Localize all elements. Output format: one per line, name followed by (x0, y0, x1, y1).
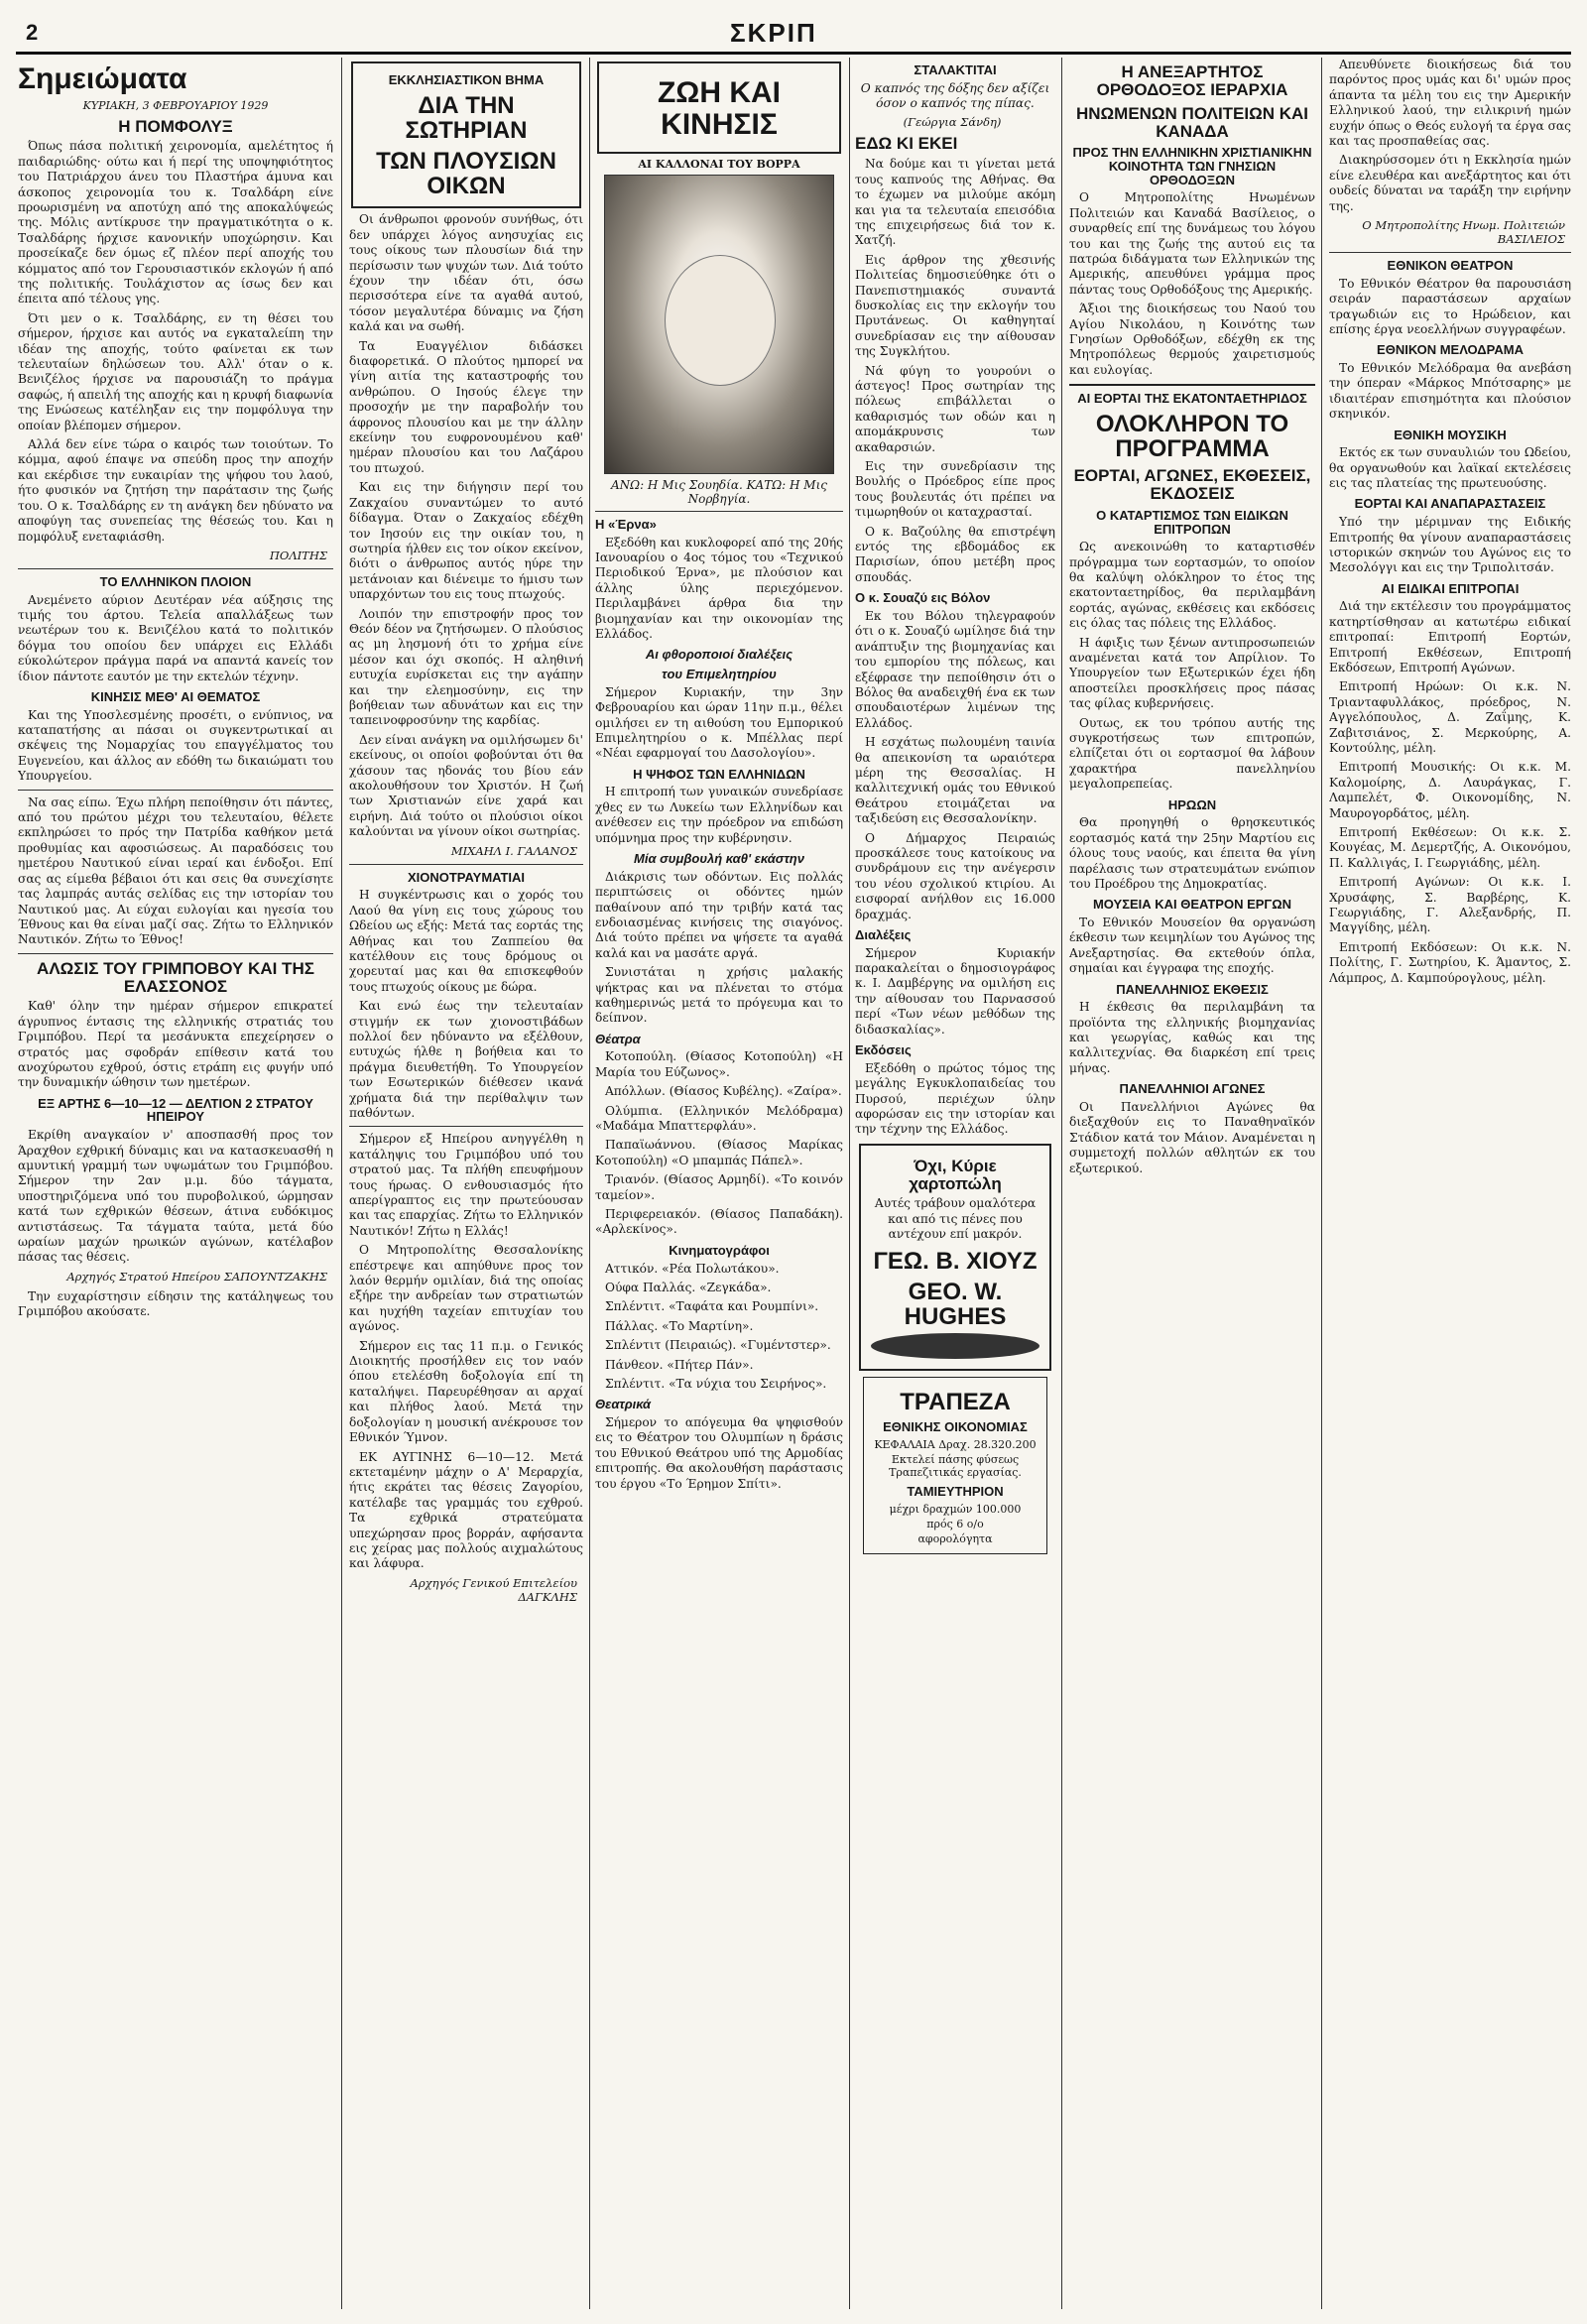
column-6 (1329, 58, 1571, 2309)
paragraph: Διάκρισις των οδόντων. Εις πολλάς περιπτώσεις οι οδόντες ημών παθαίνουν από την τριβήν κατά τας ενδοιασμένας κινήσεις της σιαγόνος. Διά τούτο πρέπει να ψήσετε τα αγαθά καλά και να μασάτε αργά. (595, 869, 843, 960)
bank-subtitle: ΕΘΝΙΚΗΣ ΟΙΚΟΝΟΜΙΑΣ (883, 1419, 1028, 1435)
article-title: ΔΙΑ ΤΗΝ ΣΩΤΗΡΙΑΝ (405, 91, 528, 144)
column-rule (1321, 58, 1322, 2309)
paragraph: Και της Υποσλεσμένης προσέτι, ο ενύπνιος, να καταπατήσης αι πάσαι οι συγκεντρωτικαί αι σκέψεις της Νομαρχίας του επαγγέλματος του Ευγενείου, και άλλος αν εδόθη τω δικαιώματι του Υπουργείου. (18, 707, 333, 784)
paragraph: Σήμερον εις τας 11 π.μ. ο Γενικός Διοικητής προσήλθεν εις τον ναόν όπου ετελέσθη δοξολογία επί τη καταλήψει. Παρευρέθησαν αι αρχαί και πλήθος λαού. Μετά την δοξολογίαν η μουσική ανέκρουσε τον Εθνικόν Ύμνον. (349, 1338, 583, 1445)
paragraph: Καθ' όλην την ημέραν σήμερον επικρατεί άγρυπνος έντασις της ελληνικής στρατιάς του Γριμπόβου. Περί τα μεσάνυκτα επεχείρησεν ο στρατός μας σφοδράν επίθεσιν κατά του ανοχύρωτου εχθρού, όστις ετράπη εις φυγήν υπό την δυναμικήν ώθησιν των ημετέρων. (18, 999, 333, 1090)
paragraph: Επιτροπή Εκθέσεων: Οι κ.κ. Σ. Κουγέας, Μ. Δεμερτζής, Α. Οικονόμου, Π. Καλλιγάς, Ι. Γεωργιάδης, μέλη. (1329, 825, 1571, 870)
paragraph: Εκρίθη αναγκαίον ν' αποσπασθή προς τον Άραχθον εχθρική δύναμις και να κατασκευασθή η αμυντική γραμμή των υψωμάτων του Γριμπόβου. Σήμερον την 2αν μ.μ. δύο τάγματα, υποστηριζόμενα υπό του πυροβολικού, ώρμησαν κατά των εχθρικών θέσεων, άτινα ευδόκιμος αντιστάσεως. Τα τάγματα ταύτα, μετά δύο ωραίων μαχών ηρωικών αγώνων, κατέλαβον πάσας τας θέσεις. (18, 1128, 333, 1265)
article-title: Θεατρικά (595, 1397, 652, 1412)
list-item: Ολύμπια. (Ελληνικόν Μελόδραμα) «Μαδάμα Μπαττερφλάυ». (595, 1103, 843, 1134)
signature: Ο Μητροπολίτης Ηνωμ. Πολιτειών ΒΑΣΙΛΕΙΟΣ (1362, 218, 1565, 247)
bank-capital: ΚΕΦΑΛΑΙΑ Δραχ. 28.320.200 (874, 1438, 1037, 1452)
bank-name: ΤΡΑΠΕΖΑ (900, 1389, 1011, 1416)
paragraph: Όπως πάσα πολιτική χειρονομία, αμελέτητος ή παιδαριώδης· ούτω και ή περί της υποψηφιότητος του Πατριάρχου άνευ του Πλαστήρα άμυνα και άσκοπος χειρονομία του κ. Τσαλδάρη είνε προωρισμένη να αποτύχη από της αποκαλύψεώς της. Μόλις αντίκρυσε την πραγματικότητα ο κ. Τσαλδάρης ήρχισε κανονικήν υποχώρησιν. Και προσείκαζε δεν όμως εζ πλέον περί αποχής του κόμματος από τον Γερουσιαστικόν εκλογών ή από της πολιτικής. Τουλάχιστον ας ίσως δεν και έπειτα από τέλους γης. (18, 139, 333, 306)
paragraph: Σήμερον εξ Ηπείρου ανηγγέλθη η κατάληψις του Γριμπόβου υπό του στρατού μας. Τα πλήθη επευφήμουν τους ήρωας. Ο ενθουσιασμός ήτο απερίγραπτος εις την πρωτεύουσαν και τας επαρχίας. Ζήτω το Ελληνικόν Ναυτικόν! Ζήτω η Ελλάς! (349, 1132, 583, 1238)
paragraph: Επιτροπή Μουσικής: Οι κ.κ. Μ. Καλομοίρης, Δ. Λαυράγκας, Γ. Λαμπελέτ, Φ. Οικονομίδης, Ν. Μαυρογορδάτος, μέλη. (1329, 760, 1571, 820)
page-number: 2 (26, 20, 39, 45)
column-4 (855, 58, 1055, 2309)
article-title: ΧΙΟΝΟΤΡΑΥΜΑΤΙΑΙ (407, 869, 526, 885)
section-title: Σημειώματα (18, 62, 187, 95)
list-item: Ούφα Παλλάς. «Ζεγκάδα». (605, 1280, 772, 1294)
paragraph: Την ευχαρίστησιν είδησιν της κατάληψεως του Γριμπόβου ακούσατε. (18, 1288, 333, 1319)
article-title: Εκδόσεις (855, 1042, 912, 1058)
article-title: ΟΛΟΚΛΗΡΟΝ ΤΟ ΠΡΟΓΡΑΜΜΑ (1095, 410, 1289, 462)
paragraph: Δεν είναι ανάγκη να ομιλήσωμεν δι' εκείνους, οι οποίοι φοβούνται ότι θα χάσουν τας ηδονάς του βίου εάν ακολουθήσουν τον Χριστόν. Η ζωή των Χριστιανών είνε χαρά και ειρήνη. Διά τούτο οι πλούσιοι οίκοι καλούνται να γίνουν οίκοι σωτηρίας. (349, 732, 583, 839)
ad-title: Όχι, Κύριε χαρτοπώλη (909, 1156, 1002, 1193)
signature: Αρχηγός Γενικού Επιτελείου ΔΑΓΚΛΗΣ (410, 1575, 577, 1604)
paragraph: Σήμερον Κυριακήν, την 3ην Φεβρουαρίου και ώραν 11ην π.μ., θέλει ομιλήσει εν τη αιθούση του Εμπορικού Επιμελητηρίου ο κ. Μπέλλας περί «Νέαι εφαρμογαί του Δασολογίου». (595, 684, 843, 761)
paragraph: Εις την συνεδρίασιν της Βουλής ο Πρόεδρος είπε προς τους βουλευτάς ότι πρέπει να τιμωρηθούν οι καταχρασταί. (855, 459, 1055, 520)
paragraph: Η επιτροπή των γυναικών συνεδρίασε χθες εν τω Λυκείω των Ελληνίδων και ανέθεσεν εις την πρόεδρον να επιδώση υπόμνημα προς την κυβέρνησιν. (595, 785, 843, 845)
article-title: Η «Έρνα» (595, 517, 657, 532)
paragraph: Ως ανεκοινώθη το καταρτισθέν πρόγραμμα των εορτασμών, το οποίον θα καλύψη ολόκληρον το έτος της εκατονταετηρίδος, θα περιλαμβάνη εορτάς, αγώνας, εκθέσεις και εκδόσεις εις όλας τας πόλεις της Ελλάδος. (1069, 540, 1315, 631)
list-item: Σπλέντιτ (Πειραιώς). «Γυμέντστερ». (605, 1338, 831, 1353)
photo-caption: ΑΝΩ: Η Μις Σουηδία. ΚΑΤΩ: Η Μις Νορβηγία. (610, 478, 828, 506)
article-title: ΕΘΝΙΚΟΝ ΘΕΑΤΡΟΝ (1387, 258, 1514, 274)
column-1 (18, 58, 333, 2309)
paragraph: Η άφιξις των ξένων αντιπροσωπειών αναμένεται κατά τον Απρίλιον. Το Υπουργείον των Εξωτερικών έχει ήδη αποστείλει προσκλήσεις προς πάσας τας φίλας κυβερνήσεις. (1069, 635, 1315, 711)
paragraph: Το Εθνικόν Θέατρον θα παρουσιάση σειράν παραστάσεων αρχαίων τραγωδιών εις το Ηρώδειον, και επίσης έργα νεοελλήνων συγγραφέων. (1329, 276, 1571, 336)
article-title: ΤΟ ΕΛΛΗΝΙΚΟΝ ΠΛΟΙΟΝ (99, 573, 252, 589)
paragraph: Να δούμε και τι γίνεται μετά τους καπνούς της Αθήνας. Θα το έχωμεν να μιλούμε ακόμη και για τα τελευταία επεισόδια της επιχειρήσεως διά τον κ. Χατζή. (855, 157, 1055, 248)
portrait-photo (604, 175, 834, 474)
paragraph: Επιτροπή Αγώνων: Οι κ.κ. Ι. Χρυσάφης, Σ. Βαρβέρης, Κ. Γεωργιάδης, Γ. Αλεξανδρής, Π. Μαγγίδης, μέλη. (1329, 875, 1571, 935)
article-title: του Επιμελητηρίου (662, 667, 777, 682)
list-item: Κοτοπούλη. (Θίασος Κοτοπούλη) «Η Μαρία του Εύζωνος». (595, 1049, 843, 1079)
article-title: ΤΩΝ ΠΛΟΥΣΙΩΝ ΟΙΚΩΝ (376, 148, 556, 200)
article-title: ΕΘΝΙΚΟΝ ΜΕΛΟΔΡΑΜΑ (1377, 342, 1524, 358)
list-item: Πάνθεον. «Πήτερ Πάν». (605, 1357, 754, 1372)
paragraph: Οι Πανελλήνιοι Αγώνες θα διεξαχθούν εις το Παναθηναϊκόν Στάδιον κατά τον Μάιον. Αναμένεται η συμμετοχή πολλών αθλητών εκ του εξωτερικού. (1069, 1099, 1315, 1175)
paragraph: Άξιοι της διοικήσεως του Ναού του Αγίου Νικολάου, η Κοινότης των Γνησίων Ορθοδόξων, εδέχθη εκ της Μητροπόλεως θερμούς χαιρετισμούς και ευλογίας. (1069, 302, 1315, 377)
quote-author: (Γεώργια Σάνδη) (903, 115, 1002, 130)
ad-brand: GEO. W. HUGHES (904, 1278, 1007, 1331)
column-5 (1069, 58, 1315, 2309)
list-item: Περιφερειακόν. (Θίασος Παπαδάκη). «Αρλεκίνος». (595, 1207, 843, 1237)
paragraph: Ουτως, εκ του τρόπου αυτής της συγκροτήσεως των επιτροπών, ελπίζεται ότι οι εορτασμοί θα λάβουν χαρακτήρα πανελληνίου μεγαλοπρεπείας. (1069, 715, 1315, 792)
column-3 (595, 58, 843, 2309)
paragraph: Εις άρθρον της χθεσινής Πολιτείας δημοσιεύθηκε ότι ο Πανεπιστημιακός συναντά δυσκολίας εις την εκλογήν του Πρυτάνεως. Οι καθηγηταί συνεδρίασαν εις την αίθουσαν της Συγκλήτου. (855, 252, 1055, 359)
list-item: Παπαϊωάννου. (Θίασος Μαρίκας Κοτοπούλη) «Ο μπαμπάς Πάπελ». (595, 1138, 843, 1167)
signature: ΜΙΧΑΗΛ Ι. ΓΑΛΑΝΟΣ (450, 843, 577, 858)
article-title: Αι φθοροποιοί διαλέξεις (645, 647, 794, 663)
paragraph: Ο Δήμαρχος Πειραιώς προσκάλεσε τους κατοίκους να συνδράμουν εις την ανέγερσιν του νέου σχολικού κτιρίου. Αι εισφοραί ανήλθον εις 16.000 δραχμάς. (855, 830, 1055, 921)
paragraph: Ότι μεν ο κ. Τσαλδάρης, εν τη θέσει του σήμερον, ήρχισε και αυτός να εγκαταλείπη την ιδέαν της αποχής, τούτο φαίνεται εκ των τελευταίων δηλώσεων του. Αλλ' όταν ο κ. Βενιζέλος ήρχισε να παρουσιάζη το πράγμα σαφώς, ή απειλή της αποχής και η κρυφή διαφωνία της Ενώσεως κατέληξαν εις την πομφόλυγα την οποίαν βλέπομεν σήμερον. (18, 310, 333, 432)
pen-advertisement (859, 1144, 1051, 1371)
paragraph: Το Εθνικόν Μουσείον θα οργανώση έκθεσιν των κειμηλίων του Αγώνος της Ανεξαρτησίας. Θα εκτεθούν όπλα, σημαίαι και έγγραφα της εποχής. (1069, 915, 1315, 976)
article-title: Κινηματογράφοι (669, 1242, 770, 1258)
paragraph: Απευθύνετε διοικήσεως διά του παρόντος προς υμάς και δι' υμών προς άπαντα τα μέλη του εις την Αμερικήν Ελληνικού λαού, την ειλικρινή ημών ευχήν όπως ο Θεός ευλογή τα έργα σας και τας προσπαθείας σας. (1329, 58, 1571, 149)
paragraph: Διακηρύσσομεν ότι η Εκκλησία ημών είνε ελευθέρα και ανεξάρτητος και ότι ουδείς δύναται να ταράξη την ειρήνην της. (1329, 153, 1571, 213)
paragraph: Συνιστάται η χρήσις μαλακής ψήκτρας και να πλένεται το στόμα καθημερινώς μετά το πρόγευμα και το δείπνον. (595, 965, 843, 1026)
paragraph: Σήμερον Κυριακήν παρακαλείται ο δημοσιογράφος κ. Ι. Δαμβέργης να ομιλήση εις την αίθουσαν του Παρνασσού περί «Των νέων μεθόδων της διδασκαλίας». (855, 945, 1055, 1037)
article-title: Ο κ. Σουαζύ εις Βόλον (855, 590, 991, 606)
paragraph: Ο Μητροπολίτης Ηνωμένων Πολιτειών και Καναδά Βασίλειος, ο συναρθείς επί της δυνάμεως του λόγου του και της ζωής της αυτού εις τα πατρώα διδάγματα των Ελληνικών της Αμερικής, απευθύνει γράμμα προς πάντας τους Ορθοδόξους της Αμερικής. (1069, 190, 1315, 297)
bank-text: Εκτελεί πάσης φύσεως Τραπεζιτικάς εργασίας. (889, 1453, 1022, 1480)
pen-nib-icon (871, 1333, 1039, 1359)
paragraph: Σήμερον το απόγευμα θα ψηφισθούν εις το Θέατρον του Ολυμπίων η δράσις του Εθνικού Θεάτρου υπό της Αρμοδίας επιτροπής. Θα ακολουθήση παράστασις του έργου «Το Έρημον Σπίτι». (595, 1415, 843, 1491)
paragraph: Η συγκέντρωσις και ο χορός του Λαού θα γίνη εις τους χώρους του Ωδείου ως εξής: Μετά τας εορτάς της Αθήνας και του Ζαππείου θα κατέλθουν εις τους δρόμους οι χορευταί μας και θα επισκεφθούν τους πτωχούς οίκους με δώρα. (349, 888, 583, 994)
paragraph: Η εσχάτως πωλουμένη ταινία θα απεικονίση τα ωραιότερα μέρη της Θεσσαλίας. Η καλλιτεχνική ομάς του Εθνικού Θεάτρου ετοιμάζεται να ταξιδεύση εις Θεσσαλονίκην. (855, 735, 1055, 826)
column-rule (341, 58, 342, 2309)
ad-brand: ΓΕΩ. Β. ΧΙΟΥΖ (873, 1247, 1038, 1275)
article-title: Θέατρα (595, 1031, 641, 1046)
article-title: Η ΨΗΦΟΣ ΤΩΝ ΕΛΛΗΝΙΔΩΝ (633, 766, 805, 782)
paragraph: Να σας είπω. Έχω πλήρη πεποίθησιν ότι πάντες, από του πρώτου μέχρι του τελευταίου, θέλετε εκπληρώσει το πρός την Πατρίδα καθήκον μετά προθυμίας και αφοσιώσεως. Αι παραδόσεις του ημετέρου Ναυτικού είναι ιεραί και ένδοξοι. Επί σας ας είμεθα βέβαιοι ότι και σεις θα συνεχίσητε τας λαμπράς αυτάς σελίδας εις την ιστορίαν του Ναυτικού μας. Αι εύχαι ευλογίαι και ηγεσία του Έθνους και θα είναι μαζί σας. Ζήτω το Ελληνικόν Ναυτικόν. Ζήτω το Έθνος! (18, 795, 333, 947)
article-title: ΠΑΝΕΛΛΗΝΙΟΙ ΑΓΩΝΕΣ (1119, 1081, 1266, 1097)
face-shape (665, 255, 776, 386)
article-title: ΑΛΩΣΙΣ ΤΟΥ ΓΡΙΜΠΟΒΟΥ ΚΑΙ ΤΗΣ ΕΛΑΣΣΟΝΟΣ (37, 958, 314, 996)
article-subtitle: ΠΡΟΣ ΤΗΝ ΕΛΛΗΝΙΚΗΝ ΧΡΙΣΤΙΑΝΙΚΗΝ ΚΟΙΝΟΤΗΤΑ ΤΩΝ ΓΝΗΣΙΩΝ ΟΡΘΟΔΟΞΩΝ (1072, 145, 1312, 187)
paragraph: Και εις την διήγησιν περί του Ζακχαίου συναντώμεν το αυτό δίδαγμα. Όταν ο Ζακχαίος εδέχθη τον Ιησούν εις την οικίαν του, η σωτηρία ήλθεν εις τον οίκον εκείνον, διότι ο άνθρωπος αυτός ηύρε την μετάνοιαν και διένειμε το ήμισυ των υπαρχόντων του εις τους πτωχούς. (349, 480, 583, 602)
paragraph: Εξεδόθη ο πρώτος τόμος της μεγάλης Εγκυκλοπαιδείας του Πυρσού, περιέχων ύλην αφορώσαν εις την ιστορίαν και την τέχνην της Ελλάδος. (855, 1060, 1055, 1137)
paragraph: Επιτροπή Εκδόσεων: Οι κ.κ. Ν. Πολίτης, Γ. Σωτηρίου, Κ. Άμαντος, Σ. Λάμπρος, Δ. Καμπούρογλους, μέλη. (1329, 939, 1571, 985)
section-kicker: ΣΤΑΛΑΚΤΙΤΑΙ (914, 62, 997, 77)
list-item: Σπλέντιτ. «Ταφάτα και Ρουμπίνι». (605, 1299, 819, 1314)
section-title: ΖΩΗ ΚΑΙ ΚΙΝΗΣΙΣ (657, 76, 782, 141)
list-item: Σπλέντιτ. «Τα νύχια του Σειρήνος». (605, 1376, 827, 1391)
list-item: Αττικόν. «Ρέα Πολωτάκου». (605, 1261, 780, 1276)
list-item: Απόλλων. (Θίασος Κυβέλης). «Ζαίρα». (605, 1084, 842, 1099)
paragraph: Οι άνθρωποι φρονούν συνήθως, ότι δεν υπάρχει λόγος ανησυχίας εις τους οίκους των πλουσίων διά την περίσωσιν των ψυχών των. Διά τούτο έχουν την ιδέαν ότι, όσω περισσότερα είνε τα αγαθά αυτού, τόσον μεγαλυτέρα δύναμις να ζήση καλά και να σωθή. (349, 212, 583, 334)
bank-limit: μέχρι δραχμών 100.000 (889, 1502, 1022, 1516)
paragraph: Νά φύγη το γουρούνι ο άστεγος! Προς σωτηρίαν της πόλεως επιβάλλεται ο καθαρισμός των οδών και η απομάκρυνσις των ακαθαρσιών. (855, 363, 1055, 454)
article-title: ΗΡΩΩΝ (1167, 796, 1217, 812)
article-title: Η ΠΟΜΦΟΛΥΞ (118, 116, 233, 136)
paragraph: Επιτροπή Ηρώων: Οι κ.κ. Ν. Τριανταφυλλάκος, πρόεδρος, Ν. Αγγελόπουλος, Δ. Ζαΐμης, Κ. Ζαβιτσιάνος, Σ. Μερκούρης, Α. Κοντούλης, μέλη. (1329, 679, 1571, 756)
paragraph: Εκ του Βόλου τηλεγραφούν ότι ο κ. Σουαζύ ωμίλησε διά την ανάπτυξιν της βιομηχανίας και του εμπορίου της πόλεως, και εξέφρασε την πεποίθησιν ότι ο Βόλος θα αναδειχθή ένα εκ των σπουδαιοτέρων λιμένων της Ελλάδος. (855, 608, 1055, 730)
paragraph: Λοιπόν την επιστροφήν προς τον Θεόν δέον να ζητήσωμεν. Ο πλούσιος ας μη λησμονή ότι το χρήμα είνε μέσον και όχι σκοπός. Η αληθινή ευτυχία ευρίσκεται εις την αγάπην και την ελεημοσύνην, εις την βοήθειαν των αδυνάτων και εις την ταπεινοφροσύνην της καρδίας. (349, 606, 583, 728)
dateline: ΚΥΡΙΑΚΗ, 3 ΦΕΒΡΟΥΑΡΙΟΥ 1929 (82, 98, 269, 112)
masthead (16, 18, 1571, 55)
article-subtitle: Ο ΚΑΤΑΡΤΙΣΜΟΣ ΤΩΝ ΕΙΔΙΚΩΝ ΕΠΙΤΡΟΠΩΝ (1096, 507, 1288, 537)
quote: Ο καπνός της δόξης δεν αξίζει όσον ο καπνός της πίπας. (860, 80, 1050, 111)
paragraph: Εξεδόθη και κυκλοφορεί από της 20ής Ιανουαρίου ο 4ος τόμος του «Τεχνικού Περιοδικού Έρνα», με πλούσιον και άλλης ύλης περιεχόμενον. Περιλαμβάνει άρθρα δια την βιομηχανίαν και την οικονομίαν της Ελλάδος. (595, 535, 843, 642)
article-title: ΑΙ ΕΙΔΙΚΑΙ ΕΠΙΤΡΟΠΑΙ (1381, 580, 1520, 596)
paragraph: Και ενώ έως την τελευταίαν στιγμήν εκ των χιονοστιβάδων πολλοί δεν ηδύναντο να εξέλθουν, ευτυχώς ήλθε η βοήθεια και το πράγμα διευθετήθη. Το Υπουργείον των Εσωτερικών διέθεσεν ικανά χρήματα διά την περίθαλψιν των παθόντων. (349, 999, 583, 1120)
bulletin-title: ΕΞ ΑΡΤΗΣ 6—10—12 — ΔΕΛΤΙΟΝ 2 ΣΤΡΑΤΟΥ ΗΠΕΙΡΟΥ (38, 1095, 313, 1125)
bank-tax: αφορολόγητα (917, 1531, 993, 1545)
paragraph: Ανεμένετο αύριον Δευτέραν νέα αύξησις της τιμής του άρτου. Τελεία απαλλάξεως των νεωτέρων του κ. Βενιζέλου κατά το πολιτικόν δόγμα του οποίου δεν υπάρχει εις Ελλάδι εύκολώτερον πράγμα παρά να απαντά κανείς τον ίδιον πάντοτε εαυτόν με την εκτελών τέχνην. (18, 592, 333, 683)
paragraph: Ο Μητροπολίτης Θεσσαλονίκης επέστρεψε και απηύθυνε προς τον λαόν θερμήν ομιλίαν, διά της οποίας εξήρε την ανδρείαν των στρατιωτών και ηυχήθη ταχείαν επιτυχίαν του αγώνος. (349, 1243, 583, 1334)
section-kicker: Η ΑΝΕΞΑΡΤΗΤΟΣ ΟΡΘΟΔΟΞΟΣ ΙΕΡΑΡΧΙΑ (1096, 62, 1288, 99)
paragraph: Υπό την μέριμναν της Ειδικής Επιτροπής θα γίνουν αναπαραστάσεις ιστορικών σκηνών του Αγώνος εις το Μεσολόγγι και εις την Τριπολιτσάν. (1329, 515, 1571, 575)
column-rule (1061, 58, 1062, 2309)
column-rule (849, 58, 850, 2309)
list-item: Τριανόν. (Θίασος Αρμηδί). «Το κοινόν ταμείον». (595, 1172, 843, 1202)
article-title: Διαλέξεις (855, 927, 912, 943)
newspaper-name: ΣΚΡΙΠ (730, 18, 817, 48)
article-title: ΚΙΝΗΣΙΣ ΜΕΘ' ΑΙ ΘΕΜΑΤΟΣ (90, 688, 261, 704)
column-2 (349, 58, 583, 2309)
article-title: ΠΑΝΕΛΛΗΝΙΟΣ ΕΚΘΕΣΙΣ (1116, 981, 1269, 997)
signature: Αρχηγός Στρατού Ηπείρου ΣΑΠΟΥΝΤΖΑΚΗΣ (66, 1269, 327, 1284)
paragraph: Αλλά δεν είνε τώρα ο καιρός των τοιούτων. Το κόμμα, αφού έπαψε να σπεύδη προς την αποχήν και εκέρδισε την ευκαιρίαν της ψήφου του λαού, ήτο φυσικόν να ζητήση την παράτασιν της ζωής του. Ο κ. Τσαλδάρης εν τη ανάγκη δεν ηδύνατο να αποφύγη τας συνεπείας της θέσεώς του. Και η πομφόλυξ ενεταφιάσθη. (18, 437, 333, 544)
article-title: ΕΟΡΤΑΙ ΚΑΙ ΑΝΑΠΑΡΑΣΤΑΣΕΙΣ (1354, 496, 1546, 512)
bank-advertisement (863, 1377, 1047, 1553)
paragraph: Διά την εκτέλεσιν του προγράμματος κατηρτίσθησαν αι κατωτέρω ειδικαί επιτροπαί: Επιτροπή Εορτών, Επιτροπή Εκθέσεων, Επιτροπή Εκδόσεων, Επιτροπή Αγώνων. (1329, 599, 1571, 674)
article-title: ΗΝΩΜΕΝΩΝ ΠΟΛΙΤΕΙΩΝ ΚΑΙ ΚΑΝΑΔΑ (1075, 103, 1309, 141)
photo-kicker: ΑΙ ΚΑΛΛΟΝΑΙ ΤΟΥ ΒΟΡΡΑ (638, 158, 800, 171)
article-title: ΕΔΩ ΚΙ ΕΚΕΙ (855, 134, 958, 154)
section-kicker: ΕΚΚΛΗΣΙΑΣΤΙΚΟΝ ΒΗΜΑ (388, 72, 545, 87)
bank-savings: ΤΑΜΙΕΥΤΗΡΙΟΝ (907, 1484, 1004, 1500)
paragraph: Το Εθνικόν Μελόδραμα θα ανεβάση την όπεραν «Μάρκος Μπότσαρης» με ιδιαιτέραν επισημότητα και πλούσιον σκηνικόν. (1329, 360, 1571, 422)
article-title: ΕΟΡΤΑΙ, ΑΓΩΝΕΣ, ΕΚΘΕΣΕΙΣ, ΕΚΔΟΣΕΙΣ (1073, 466, 1311, 504)
bank-rate: πρός 6 ο/ο (926, 1517, 984, 1530)
ad-text: Αυτές τράβουν ομαλότερα και από τις πένες που αντέχουν επί μακρόν. (874, 1196, 1037, 1242)
signature: ΠΟΛΙΤΗΣ (269, 548, 327, 562)
section-kicker: ΑΙ ΕΟΡΤΑΙ ΤΗΣ ΕΚΑΤΟΝΤΑΕΤΗΡΙΔΟΣ (1077, 391, 1307, 407)
paragraph: Η έκθεσις θα περιλαμβάνη τα προϊόντα της ελληνικής βιομηχανίας και γεωργίας, καθώς και της καλλιτεχνίας. Θα διαρκέση επί τρεις μήνας. (1069, 1000, 1315, 1075)
paragraph: Θα προηγηθή ο θρησκευτικός εορτασμός κατά την 25ην Μαρτίου εις όλους τους ναούς, και έπειτα θα γίνη παρέλασις των στρατευμάτων ενώπιον του Προέδρου της Δημοκρατίας. (1069, 815, 1315, 891)
paragraph: Ο κ. Βαζούλης θα επιστρέψη εντός της εβδομάδος εκ Παρισίων, όπου μετέβη προς σπουδάς. (855, 524, 1055, 584)
article-title: ΕΘΝΙΚΗ ΜΟΥΣΙΚΗ (1394, 427, 1507, 442)
column-rule (589, 58, 590, 2309)
paragraph: ΕΚ ΑΥΓΙΝΗΣ 6—10—12. Μετά εκτεταμένην μάχην ο Α' Μεραρχία, ήτις εκράτει τας θέσεις Ζαγορίου, κατέλαβε τας γραμμάς του εχθρού. Τα εχθρικά στρατεύματα υπεχώρησαν προς βορράν, αφήσαντα εις χείρας μας πολλούς αιχμαλώτους και λάφυρα. (349, 1449, 583, 1571)
article-title: Μία συμβουλή καθ' εκάστην (634, 851, 804, 867)
paragraph: Εκτός εκ των συναυλιών του Ωδείου, θα οργανωθούν και λαϊκαί εκτελέσεις εις τας πλατείας της πρωτευούσης. (1329, 445, 1571, 491)
list-item: Πάλλας. «Το Μαρτίνη». (605, 1318, 754, 1333)
article-title: ΜΟΥΣΕΙΑ ΚΑΙ ΘΕΑΤΡΟΝ ΕΡΓΩΝ (1092, 897, 1292, 913)
paragraph: Τα Ευαγγέλιον διδάσκει διαφορετικά. Ο πλούτος ημπορεί να γίνη αιτία της καταστροφής του ανθρώπου. Ο Ιησούς έλεγε την προσοχήν με την παραβολήν του άφρονος πλουσίου και με την άλλην εκείνην του ευφρονουμένου καθ' ημέραν πλουσίου και του Λαζάρου του πτωχού. (349, 338, 583, 475)
